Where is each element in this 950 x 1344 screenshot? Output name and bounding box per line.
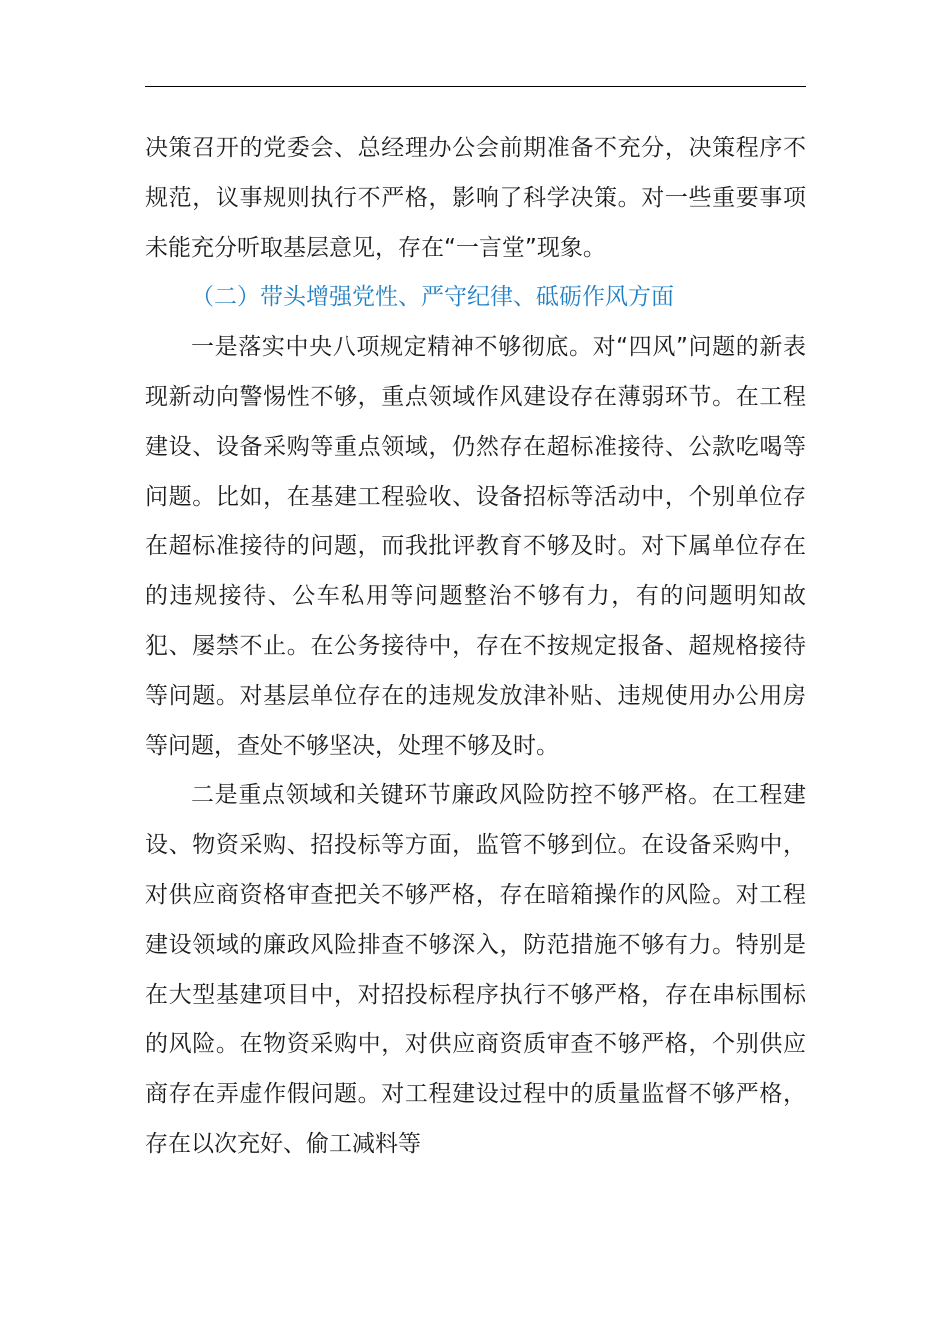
- paragraph-point-two: 二是重点领域和关键环节廉政风险防控不够严格。在工程建设、物资采购、招投标等方面，监管不够到位。在设备采购中，对供应商资格审查把关不够严格，存在暗箱操作的风险。对工程建设领域的廉政风险排查不够深入，防范措施不够有力。特别是在大型基建项目中，对招投标程序执行不够严格，存在串标围标的风险。在物资采购中，对供应商资质审查不够严格，个别供应商存在弄虚作假问题。对工程建设过程中的质量监督不够严格，存在以次充好、偷工减料等: [145, 782, 806, 1157]
- section-heading: （二）带头增强党性、严守纪律、砥砺作风方面: [191, 284, 674, 311]
- paragraph-continued: 决策召开的党委会、总经理办公会前期准备不充分，决策程序不规范，议事规则执行不严格，影响了科学决策。对一些重要事项未能充分听取基层意见，存在“一言堂”现象。: [145, 135, 806, 261]
- paragraph-point-one: 一是落实中央八项规定精神不够彻底。对“四风”问题的新表现新动向警惕性不够，重点领域作风建设存在薄弱环节。在工程建设、设备采购等重点领域，仍然存在超标准接待、公款吃喝等问题。比如，在基建工程验收、设备招标等活动中，个别单位存在超标准接待的问题，而我批评教育不够及时。对下属单位存在的违规接待、公车私用等问题整治不够有力，有的问题明知故犯、屡禁不止。在公务接待中，存在不按规定报备、超规格接待等问题。对基层单位存在的违规发放津补贴、违规使用办公用房等问题，查处不够坚决，处理不够及时。: [145, 334, 806, 759]
- header-rule: [145, 86, 806, 87]
- document-body: [145, 124, 806, 1170]
